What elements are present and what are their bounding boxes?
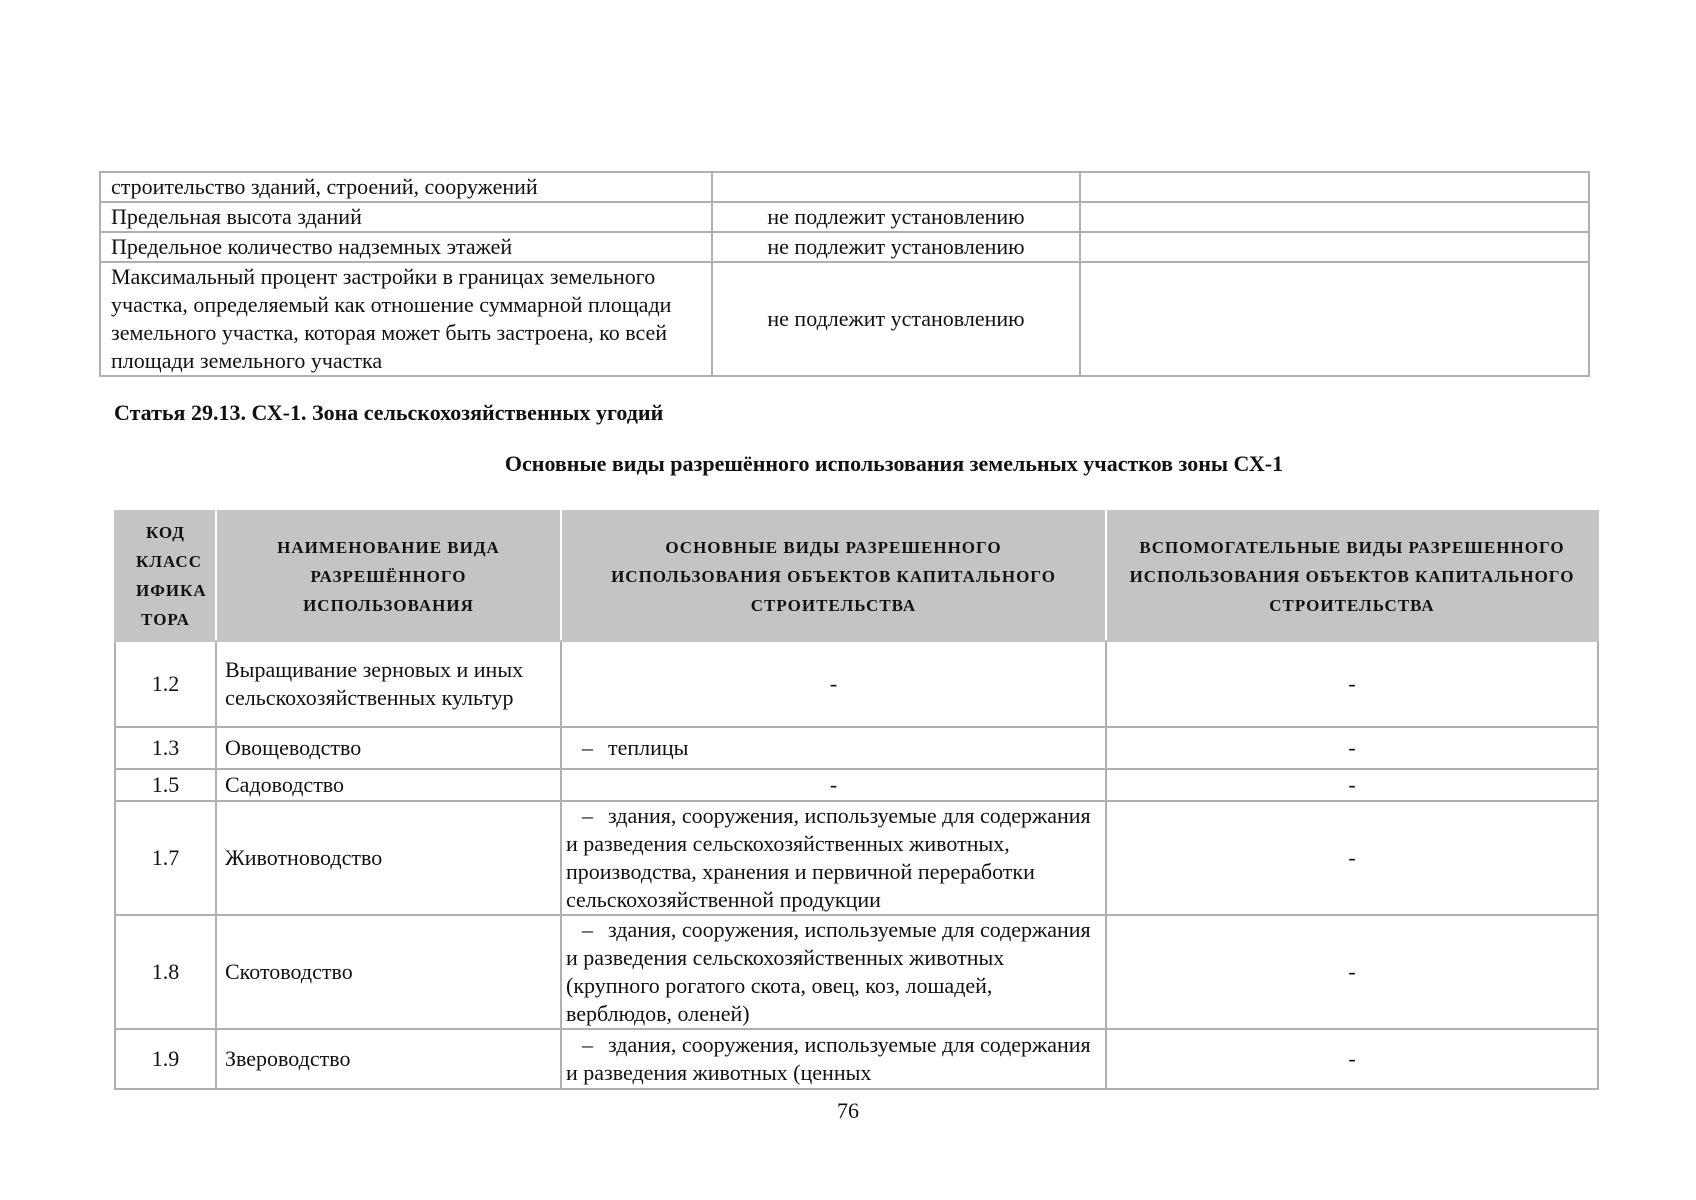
header-code: КОД КЛАСС ИФИКА ТОРА <box>115 511 216 641</box>
header-name: НАИМЕНОВАНИЕ ВИДА РАЗРЕШЁННОГО ИСПОЛЬЗОВАНИЯ <box>216 511 561 641</box>
page-number: 76 <box>837 1098 859 1123</box>
aux-uses: - <box>1106 769 1598 801</box>
main-uses: - <box>561 769 1106 801</box>
parameter-label: Предельное количество надземных этажей <box>100 232 712 262</box>
table-row <box>115 915 1598 1029</box>
classifier-code: 1.5 <box>115 769 216 801</box>
parameter-extra <box>1080 262 1589 376</box>
parameter-extra <box>1080 202 1589 232</box>
use-name: Скотоводство <box>216 915 561 1029</box>
bullet-dash: – <box>582 803 593 828</box>
use-name: Овощеводство <box>216 727 561 769</box>
main-uses-text: здания, сооружения, используемые для содержания и разведения животных (ценных <box>566 1032 1091 1085</box>
header-aux-uses: ВСПОМОГАТЕЛЬНЫЕ ВИДЫ РАЗРЕШЕННОГО ИСПОЛЬЗОВАНИЯ ОБЪЕКТОВ КАПИТАЛЬНОГО СТРОИТЕЛЬСТВА <box>1106 511 1598 641</box>
parameter-value: не подлежит установлению <box>712 262 1080 376</box>
classifier-code: 1.8 <box>115 915 216 1029</box>
aux-uses: - <box>1106 801 1598 915</box>
bullet-dash: – <box>582 1032 593 1057</box>
use-name: Садоводство <box>216 769 561 801</box>
parameter-label: Предельная высота зданий <box>100 202 712 232</box>
bullet-dash: – <box>582 735 593 760</box>
main-uses <box>561 1029 1106 1089</box>
use-name: Звероводство <box>216 1029 561 1089</box>
parameter-value <box>712 172 1080 202</box>
table-header-row <box>115 511 1598 641</box>
main-uses-text: здания, сооружения, используемые для содержания и разведения сельскохозяйственных животных, производства, хранения и первичной переработки сельскохозяйственной продукции <box>566 803 1091 912</box>
parameters-table <box>99 171 1590 377</box>
parameter-label: Максимальный процент застройки в границах земельного участка, определяемый как отношение суммарной площади земельного участка, которая может быть застроена, ко всей площади земельного участка <box>100 262 712 376</box>
table-row <box>100 262 1589 376</box>
table-row <box>115 1029 1598 1089</box>
table-caption: Основные виды разрешённого использования земельных участков зоны СХ-1 <box>504 451 1284 476</box>
table-row <box>115 769 1598 801</box>
aux-uses: - <box>1106 727 1598 769</box>
header-main-uses: ОСНОВНЫЕ ВИДЫ РАЗРЕШЕННОГО ИСПОЛЬЗОВАНИЯ ОБЪЕКТОВ КАПИТАЛЬНОГО СТРОИТЕЛЬСТВА <box>561 511 1106 641</box>
parameter-value: не подлежит установлению <box>712 202 1080 232</box>
article-heading: Статья 29.13. СХ-1. Зона сельскохозяйственных угодий <box>114 400 664 425</box>
table-row <box>100 202 1589 232</box>
parameter-extra <box>1080 172 1589 202</box>
main-uses: - <box>561 641 1106 727</box>
main-uses <box>561 915 1106 1029</box>
bullet-dash: – <box>582 917 593 942</box>
classifier-code: 1.3 <box>115 727 216 769</box>
main-uses <box>561 727 1106 769</box>
table-row <box>115 641 1598 727</box>
use-name: Животноводство <box>216 801 561 915</box>
main-uses-text: здания, сооружения, используемые для содержания и разведения сельскохозяйственных животных (крупного рогатого скота, овец, коз, лошадей, верблюдов, оленей) <box>566 917 1091 1026</box>
table-row <box>100 232 1589 262</box>
use-name: Выращивание зерновых и иных сельскохозяйственных культур <box>216 641 561 727</box>
classifier-code: 1.7 <box>115 801 216 915</box>
parameter-label: строительство зданий, строений, сооружений <box>100 172 712 202</box>
classifier-code: 1.2 <box>115 641 216 727</box>
table-row <box>100 172 1589 202</box>
table-row <box>115 727 1598 769</box>
aux-uses: - <box>1106 915 1598 1029</box>
main-uses <box>561 801 1106 915</box>
main-uses-text: теплицы <box>608 735 689 760</box>
aux-uses: - <box>1106 1029 1598 1089</box>
parameter-extra <box>1080 232 1589 262</box>
parameter-value: не подлежит установлению <box>712 232 1080 262</box>
classifier-code: 1.9 <box>115 1029 216 1089</box>
aux-uses: - <box>1106 641 1598 727</box>
table-row <box>115 801 1598 915</box>
land-use-table <box>114 510 1599 1090</box>
